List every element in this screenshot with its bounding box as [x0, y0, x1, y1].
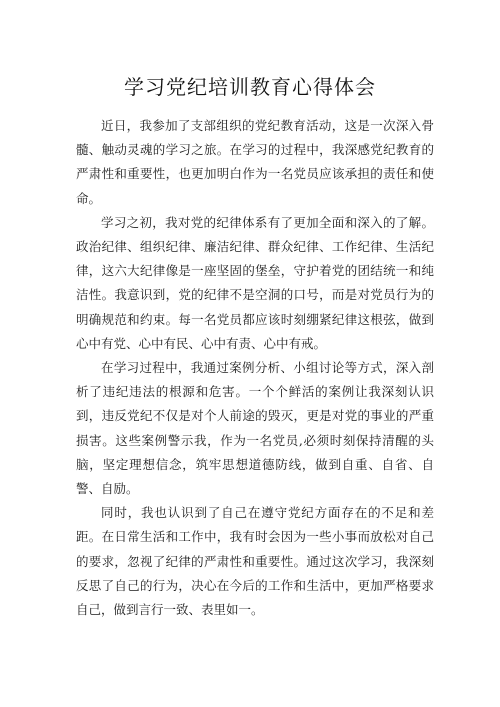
document-body	[76, 114, 434, 622]
document-title: 学习党纪培训教育心得体会	[124, 75, 376, 100]
paragraph-3: 在学习过程中，我通过案例分析、小组讨论等方式，深入剖析了违纪违法的根源和危害。一个个鲜活的案例让我深刻认识到，违反党纪不仅是对个人前途的毁灭，更是对党的事业的严重损害。这些案例警示我，作为一名党员,必须时刻保持清醒的头脑，坚定理想信念，筑牢思想道德防线，做到自重、自省、自警、自励。	[76, 360, 434, 497]
paragraph-1: 近日，我参加了支部组织的党纪教育活动，这是一次深入骨髓、触动灵魂的学习之旅。在学习的过程中，我深感党纪教育的严肃性和重要性，也更加明白作为一名党员应该承担的责任和使命。	[76, 118, 434, 206]
paragraph-4: 同时，我也认识到了自己在遵守党纪方面存在的不足和差距。在日常生活和工作中，我有时会因为一些小事而放松对自己的要求，忽视了纪律的严肃性和重要性。通过这次学习，我深刻反思了自己的行为，决心在今后的工作和生活中，更加严格要求自己，做到言行一致、表里如一。	[76, 505, 434, 618]
paragraph-2: 学习之初，我对党的纪律体系有了更加全面和深入的了解。政治纪律、组织纪律、廉洁纪律、群众纪律、工作纪律、生活纪律，这六大纪律像是一座坚固的堡垒，守护着党的团结统一和纯洁性。我意识到，党的纪律不是空洞的口号，而是对党员行为的明确规范和约束。每一名党员都应该时刻绷紧纪律这根弦，做到心中有党、心中有民、心中有责、心中有戒。	[76, 214, 434, 351]
